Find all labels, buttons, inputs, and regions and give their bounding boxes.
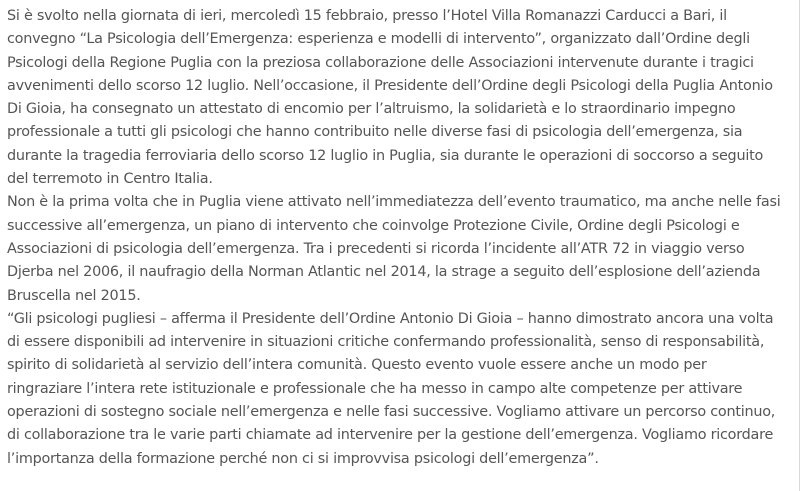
paragraph-line: successive all’emergenza, un piano di intervento che coinvolge Protezione Civile, Ordine degli Psicologi e	[7, 217, 740, 234]
article-body	[7, 5, 797, 471]
paragraph-line: Associazioni di psicologia dell’emergenza. Tra i precedenti si ricorda l’incidente all’ATR 72 in viaggio verso	[7, 240, 745, 257]
paragraph-line: ringraziare l’intera rete istituzionale e professionale che ha messo in campo alte competenze per attivare	[7, 380, 743, 397]
paragraph-line: “Gli psicologi pugliesi – afferma il Presidente dell’Ordine Antonio Di Gioia – hanno dimostrato ancora una volta	[7, 310, 774, 327]
paragraph-line: di collaborazione tra le varie parti chiamate ad intervenire per la gestione dell’emergenza. Vogliamo ricordare	[7, 427, 774, 444]
paragraph-line: l’importanza della formazione perché non ci si improvvisa psicologi dell’emergenza”.	[7, 450, 599, 467]
paragraph-line: Psicologi della Regione Puglia con la preziosa collaborazione delle Associazioni intervenute durante i tragici	[7, 54, 754, 71]
paragraph-line: convegno “La Psicologia dell’Emergenza: esperienza e modelli di intervento”, organizzato dall’Ordine degli	[7, 31, 750, 48]
paragraph-line: Djerba nel 2006, il naufragio della Norman Atlantic nel 2014, la strage a seguito dell’esplosione dell’azienda	[7, 264, 761, 281]
paragraph-line: operazioni di sostegno sociale nell’emergenza e nelle fasi successive. Vogliamo attivare un percorso continuo,	[7, 404, 776, 421]
paragraph-line: professionale a tutti gli psicologi che hanno contribuito nelle diverse fasi di psicologia dell’emergenza, sia	[7, 124, 743, 141]
paragraph-line: del terremoto in Centro Italia.	[7, 171, 213, 188]
paragraph-line: avvenimenti dello scorso 12 luglio. Nell’occasione, il Presidente dell’Ordine degli Psicologi della Puglia Antonio	[7, 77, 773, 94]
paragraph-line: Non è la prima volta che in Puglia viene attivato nell’immediatezza dell’evento traumatico, ma anche nelle fasi	[7, 194, 781, 211]
article-paragraph	[7, 5, 797, 191]
paragraph-line: durante la tragedia ferroviaria dello scorso 12 luglio in Puglia, sia durante le operazioni di soccorso a seguito	[7, 147, 764, 164]
article-paragraph	[7, 308, 797, 471]
paragraph-line: di essere disponibili ad intervenire in situazioni critiche confermando professionalità, senso di responsabilità,	[7, 334, 765, 351]
paragraph-line: Di Gioia, ha consegnato un attestato di encomio per l’altruismo, la solidarietà e lo straordinario impegno	[7, 101, 736, 118]
article-paragraph	[7, 191, 797, 307]
paragraph-line: Si è svolto nella giornata di ieri, mercoledì 15 febbraio, presso l’Hotel Villa Romanazzi Carducci a Bari, il	[7, 8, 727, 24]
paragraph-line: Bruscella nel 2015.	[7, 287, 141, 304]
paragraph-line: spirito di solidarietà al servizio dell’intera comunità. Questo evento vuole essere anche un modo per	[7, 357, 707, 374]
